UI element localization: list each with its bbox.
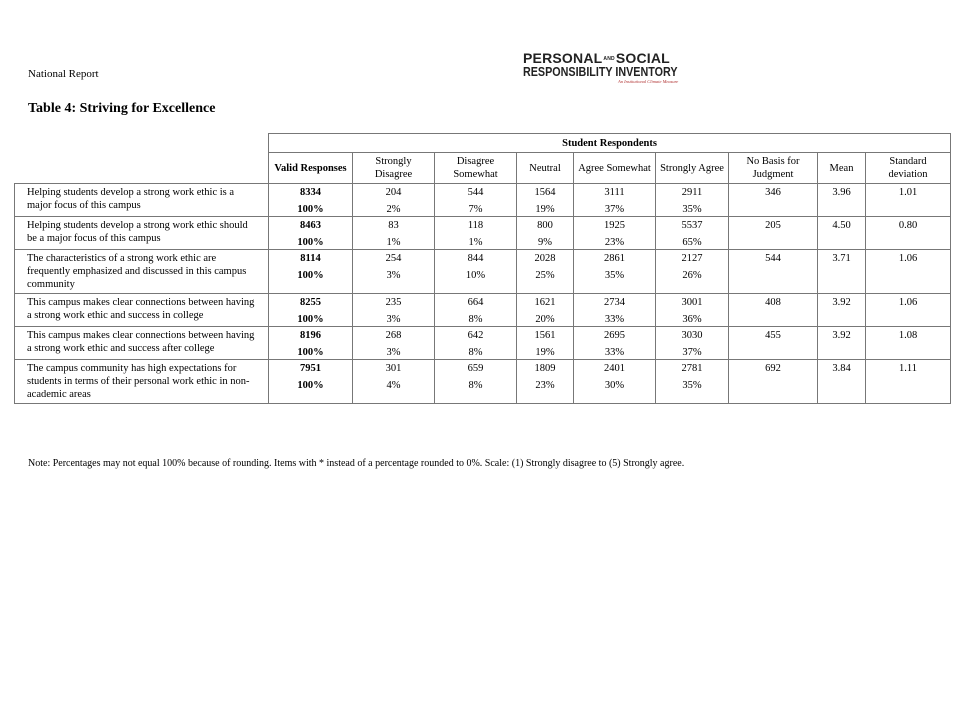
neutral-pct: 19% — [535, 204, 555, 215]
footnote: Note: Percentages may not equal 100% because of rounding. Items with * instead of a percentage rounded to 0%. Scale: (1) Strongly disagree to (5) Strongly agree. — [28, 458, 685, 469]
valid-cell — [269, 360, 353, 404]
valid-cell — [269, 184, 353, 217]
strongly-agree-pct: 65% — [682, 237, 702, 248]
agree-somewhat-cell — [574, 250, 656, 294]
strongly-disagree-pct: 3% — [386, 314, 401, 325]
valid-pct: 100% — [297, 380, 324, 391]
sd-cell: 0.80 — [866, 217, 951, 250]
strongly-disagree-cell — [353, 327, 435, 360]
column-header-row — [15, 153, 951, 184]
strongly-agree-pct: 37% — [682, 347, 702, 358]
agree-somewhat-pct: 30% — [604, 380, 625, 391]
report-label: National Report — [28, 68, 99, 80]
agree-somewhat-count: 2401 — [604, 363, 625, 374]
no-basis-cell: 205 — [729, 217, 818, 250]
table-row — [15, 360, 951, 404]
agree-somewhat-cell — [574, 327, 656, 360]
agree-somewhat-count: 2861 — [604, 253, 625, 264]
valid-count: 7951 — [300, 363, 321, 374]
strongly-agree-cell — [656, 360, 729, 404]
no-basis-cell: 544 — [729, 250, 818, 294]
sd-cell: 1.01 — [866, 184, 951, 217]
sd-cell: 1.06 — [866, 250, 951, 294]
valid-count: 8196 — [300, 330, 321, 341]
psri-logo — [523, 51, 683, 84]
disagree-somewhat-cell — [435, 327, 517, 360]
no-basis-cell: 455 — [729, 327, 818, 360]
strongly-disagree-cell — [353, 217, 435, 250]
strongly-disagree-pct: 1% — [386, 237, 401, 248]
strongly-agree-count: 3030 — [681, 330, 703, 341]
group-header-student-respondents: Student Respondents — [269, 134, 951, 153]
neutral-cell — [517, 327, 574, 360]
disagree-somewhat-pct: 7% — [468, 204, 483, 215]
disagree-somewhat-cell — [435, 250, 517, 294]
table-row — [15, 184, 951, 217]
table-row — [15, 250, 951, 294]
col-header-no-basis: No Basis for Judgment — [729, 153, 818, 184]
item-text: This campus makes clear connections between having a strong work ethic and success in college — [15, 294, 269, 327]
neutral-pct: 20% — [535, 314, 555, 325]
neutral-pct: 25% — [535, 270, 555, 281]
neutral-cell — [517, 360, 574, 404]
agree-somewhat-pct: 33% — [604, 347, 625, 358]
strongly-agree-pct: 26% — [682, 270, 702, 281]
logo-line-2: RESPONSIBILITY INVENTORY — [523, 65, 678, 80]
disagree-somewhat-cell — [435, 184, 517, 217]
valid-count: 8463 — [300, 220, 321, 231]
disagree-somewhat-pct: 1% — [468, 237, 483, 248]
table-title: Table 4: Striving for Excellence — [28, 101, 216, 116]
table-row — [15, 294, 951, 327]
strongly-agree-count: 3001 — [681, 297, 703, 308]
strongly-agree-pct: 35% — [682, 204, 702, 215]
strongly-disagree-pct: 3% — [386, 270, 401, 281]
agree-somewhat-cell — [574, 184, 656, 217]
disagree-somewhat-pct: 10% — [465, 270, 486, 281]
strongly-disagree-cell — [353, 294, 435, 327]
col-header-disagree-somewhat: Disagree Somewhat — [435, 153, 517, 184]
item-text: Helping students develop a strong work ethic should be a major focus of this campus — [15, 217, 269, 250]
mean-cell: 3.96 — [818, 184, 866, 217]
no-basis-cell: 692 — [729, 360, 818, 404]
neutral-pct: 23% — [535, 380, 555, 391]
valid-pct: 100% — [297, 204, 324, 215]
corner-blank — [15, 134, 269, 153]
disagree-somewhat-pct: 8% — [468, 314, 483, 325]
strongly-agree-count: 2127 — [681, 253, 703, 264]
col-header-neutral: Neutral — [517, 153, 574, 184]
agree-somewhat-pct: 23% — [604, 237, 625, 248]
strongly-agree-cell — [656, 294, 729, 327]
neutral-count: 1621 — [534, 297, 556, 308]
disagree-somewhat-count: 659 — [467, 363, 484, 374]
logo-tagline: An Institutional Climate Measure — [618, 79, 679, 85]
col-header-strongly-disagree: Strongly Disagree — [353, 153, 435, 184]
table-row — [15, 217, 951, 250]
sd-cell: 1.08 — [866, 327, 951, 360]
mean-cell: 4.50 — [818, 217, 866, 250]
no-basis-cell: 408 — [729, 294, 818, 327]
strongly-agree-pct: 36% — [682, 314, 702, 325]
valid-cell — [269, 217, 353, 250]
strongly-agree-cell — [656, 327, 729, 360]
agree-somewhat-cell — [574, 360, 656, 404]
logo-word-social: SOCIAL — [615, 50, 670, 66]
sd-cell: 1.06 — [866, 294, 951, 327]
mean-cell: 3.92 — [818, 327, 866, 360]
strongly-agree-count: 2781 — [681, 363, 703, 374]
logo-word-and: AND — [603, 56, 615, 63]
agree-somewhat-pct: 33% — [604, 314, 625, 325]
item-text: The campus community has high expectations for students in terms of their personal work ethic in non-academic areas — [15, 360, 269, 404]
strongly-disagree-count: 254 — [385, 253, 402, 264]
agree-somewhat-pct: 37% — [604, 204, 625, 215]
sd-cell: 1.11 — [866, 360, 951, 404]
agree-somewhat-pct: 35% — [604, 270, 625, 281]
strongly-agree-cell — [656, 250, 729, 294]
valid-count: 8114 — [300, 253, 321, 264]
valid-pct: 100% — [297, 237, 324, 248]
item-text: Helping students develop a strong work ethic is a major focus of this campus — [15, 184, 269, 217]
strongly-agree-count: 2911 — [681, 187, 703, 198]
neutral-pct: 19% — [535, 347, 555, 358]
neutral-count: 800 — [537, 220, 553, 231]
strongly-agree-cell — [656, 184, 729, 217]
valid-cell — [269, 250, 353, 294]
neutral-count: 1809 — [534, 363, 556, 374]
strongly-disagree-pct: 4% — [386, 380, 401, 391]
valid-cell — [269, 294, 353, 327]
table-row — [15, 327, 951, 360]
agree-somewhat-count: 3111 — [604, 187, 625, 198]
neutral-count: 2028 — [534, 253, 556, 264]
disagree-somewhat-cell — [435, 294, 517, 327]
valid-pct: 100% — [297, 347, 324, 358]
strongly-disagree-pct: 2% — [386, 204, 401, 215]
item-text: This campus makes clear connections between having a strong work ethic and success after college — [15, 327, 269, 360]
col-header-valid: Valid Responses — [269, 153, 353, 184]
neutral-cell — [517, 250, 574, 294]
valid-count: 8334 — [300, 187, 321, 198]
strongly-agree-cell — [656, 217, 729, 250]
neutral-count: 1561 — [534, 330, 556, 341]
disagree-somewhat-pct: 8% — [468, 380, 483, 391]
disagree-somewhat-count: 642 — [467, 330, 484, 341]
disagree-somewhat-cell — [435, 360, 517, 404]
corner-blank-2 — [15, 153, 269, 184]
disagree-somewhat-pct: 8% — [468, 347, 483, 358]
strongly-disagree-pct: 3% — [386, 347, 401, 358]
group-header-row — [15, 134, 951, 153]
valid-pct: 100% — [297, 270, 324, 281]
strongly-agree-pct: 35% — [682, 380, 702, 391]
agree-somewhat-count: 1925 — [604, 220, 625, 231]
valid-pct: 100% — [297, 314, 324, 325]
agree-somewhat-count: 2734 — [604, 297, 625, 308]
strongly-disagree-count: 235 — [385, 297, 402, 308]
disagree-somewhat-count: 544 — [467, 187, 484, 198]
logo-line-1 — [523, 51, 683, 66]
col-header-strongly-agree: Strongly Agree — [656, 153, 729, 184]
col-header-sd: Standard deviation — [866, 153, 951, 184]
no-basis-cell: 346 — [729, 184, 818, 217]
neutral-count: 1564 — [534, 187, 556, 198]
disagree-somewhat-count: 844 — [467, 253, 484, 264]
strongly-agree-count: 5537 — [681, 220, 703, 231]
strongly-disagree-cell — [353, 184, 435, 217]
col-header-agree-somewhat: Agree Somewhat — [574, 153, 656, 184]
strongly-disagree-count: 204 — [385, 187, 402, 198]
strongly-disagree-cell — [353, 250, 435, 294]
disagree-somewhat-cell — [435, 217, 517, 250]
neutral-cell — [517, 184, 574, 217]
agree-somewhat-count: 2695 — [604, 330, 625, 341]
mean-cell: 3.71 — [818, 250, 866, 294]
strongly-disagree-count: 83 — [388, 220, 399, 231]
disagree-somewhat-count: 664 — [467, 297, 484, 308]
valid-cell — [269, 327, 353, 360]
agree-somewhat-cell — [574, 294, 656, 327]
neutral-cell — [517, 217, 574, 250]
results-table — [14, 133, 951, 404]
disagree-somewhat-count: 118 — [467, 220, 484, 231]
mean-cell: 3.92 — [818, 294, 866, 327]
item-text: The characteristics of a strong work ethic are frequently emphasized and discussed in this campus community — [15, 250, 269, 294]
neutral-pct: 9% — [538, 237, 552, 248]
agree-somewhat-cell — [574, 217, 656, 250]
logo-word-personal: PERSONAL — [523, 50, 603, 66]
col-header-mean: Mean — [818, 153, 866, 184]
neutral-cell — [517, 294, 574, 327]
strongly-disagree-count: 301 — [385, 363, 402, 374]
strongly-disagree-cell — [353, 360, 435, 404]
valid-count: 8255 — [300, 297, 321, 308]
mean-cell: 3.84 — [818, 360, 866, 404]
strongly-disagree-count: 268 — [385, 330, 402, 341]
